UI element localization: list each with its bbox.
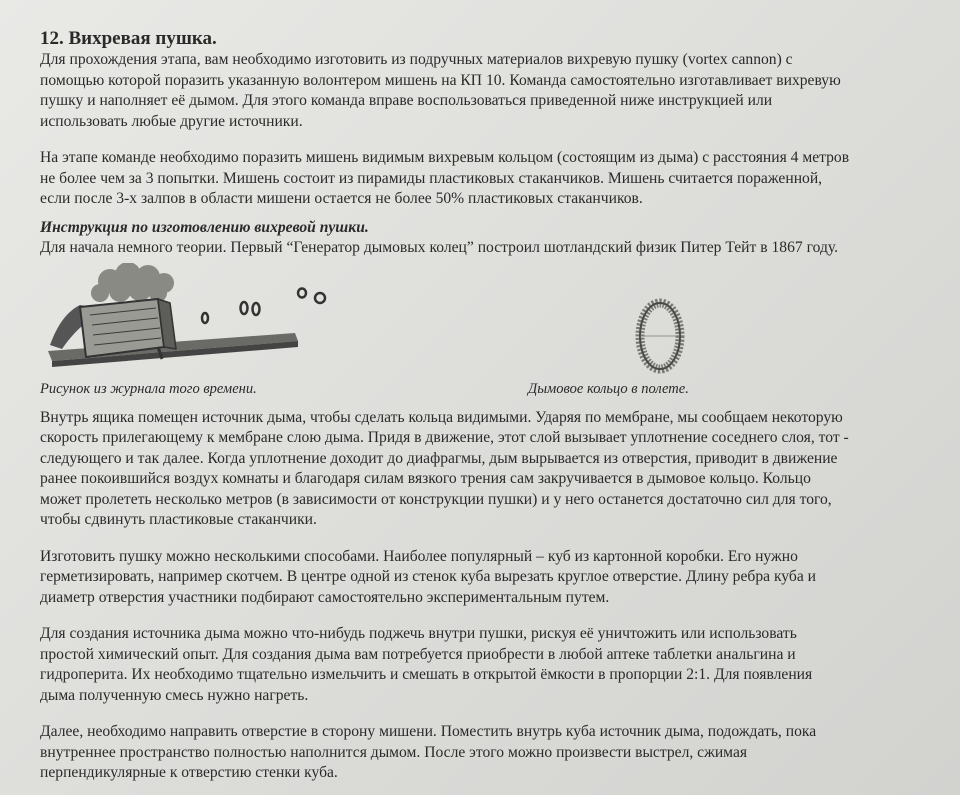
construction-paragraph — [40, 547, 920, 609]
vintage-smoke-box-illustration — [40, 263, 340, 375]
text-line: Для создания источника дыма можно что-нибудь поджечь внутри пушки, рискуя её уничтожить или использовать — [40, 625, 797, 642]
text-line: дыма полученную смесь нужно нагреть. — [40, 686, 309, 704]
text-line: гидроперита. Их необходимо тщательно измельчить и смешать в открытой ёмкости в пропорции 2:1. Для появления — [40, 666, 813, 683]
text-line: ранее покоившийся воздух комнаты и благодаря силам вязкого трения сам закручивается в дымовое кольцо. Кольцо — [40, 470, 811, 487]
figure1-caption: Рисунок из журнала того времени. — [40, 380, 257, 397]
text-line: помощью которой поразить указанную волонтером мишень на КП 10. Команда самостоятельно изготавливает вихревую — [40, 71, 841, 89]
text-line: скорость прилегающему к мембране слою дыма. Придя в движение, этот слой вызывает уплотнение соседнего слоя, тот - — [40, 429, 849, 446]
explanation-paragraph — [40, 408, 920, 531]
text-line: перпендикулярные к отверстию стенки куба. — [40, 764, 338, 781]
text-line: простой химический опыт. Для создания дыма вам потребуется приобрести в любой аптеке таблетки анальгина и — [40, 645, 796, 663]
text-line: может пролететь несколько метров (в зависимости от конструкции пушки) и у него останется достаточно сил для того, — [40, 490, 832, 508]
smoke-paragraph — [40, 624, 920, 706]
text-line: использовать любые другие источники. — [40, 112, 303, 130]
figure2-caption: Дымовое кольцо в полете. — [528, 380, 689, 397]
theory-line: Для начала немного теории. Первый “Генератор дымовых колец” построил шотландский физик Питер Тейт в 1867 году. — [40, 239, 839, 256]
text-line: Внутрь ящика помещен источник дыма, чтобы сделать кольца видимыми. Ударяя по мембране, мы сообщаем некоторую — [40, 408, 843, 426]
text-line: не более чем за 3 попытки. Мишень состоит из пирамиды пластиковых стаканчиков. Мишень считается пораженной, — [40, 169, 823, 187]
figures — [40, 263, 920, 408]
task-paragraph — [40, 148, 920, 210]
text-line: чтобы сдвинуть пластиковые стаканчики. — [40, 511, 317, 528]
instruction-heading: Инструкция по изготовлению вихревой пушки. — [40, 218, 369, 236]
text-line: пушку и наполняет её дымом. Для этого команда вправе воспользоваться приведенной ниже инструкцией или — [40, 92, 773, 109]
text-line: следующего и так далее. Когда уплотнение доходит до диафрагмы, дым вырывается из отверстия, приводит в движение — [40, 449, 838, 467]
text-line: герметизировать, например скотчем. В центре одной из стенок куба вырезать круглое отверстие. Длину ребра куба и — [40, 568, 816, 585]
text-line: Изготовить пушку можно несколькими способами. Наиболее популярный – куб из картонной коробки. Его нужно — [40, 547, 798, 565]
intro-paragraph — [40, 50, 920, 132]
text-line: если после 3-х залпов в области мишени остается не более 50% пластиковых стаканчиков. — [40, 190, 643, 207]
text-line: диаметр отверстия участники подбирают самостоятельно экспериментальным путем. — [40, 588, 610, 606]
smoke-ring-illustration — [625, 293, 695, 378]
final-paragraph — [40, 722, 920, 784]
text-line: Для прохождения этапа, вам необходимо изготовить из подручных материалов вихревую пушку (vortex cannon) с — [40, 51, 793, 68]
text-line: внутреннее пространство полностью наполнится дымом. После этого можно произвести выстрел, сжимая — [40, 743, 748, 761]
section-title: 12. Вихревая пушка. — [40, 28, 217, 49]
text-line: На этапе команде необходимо поразить мишень видимым вихревым кольцом (состоящим из дыма) с расстояния 4 метров — [40, 149, 850, 166]
text-line: Далее, необходимо направить отверстие в сторону мишени. Поместить внутрь куба источник дыма, подождать, пока — [40, 723, 817, 740]
